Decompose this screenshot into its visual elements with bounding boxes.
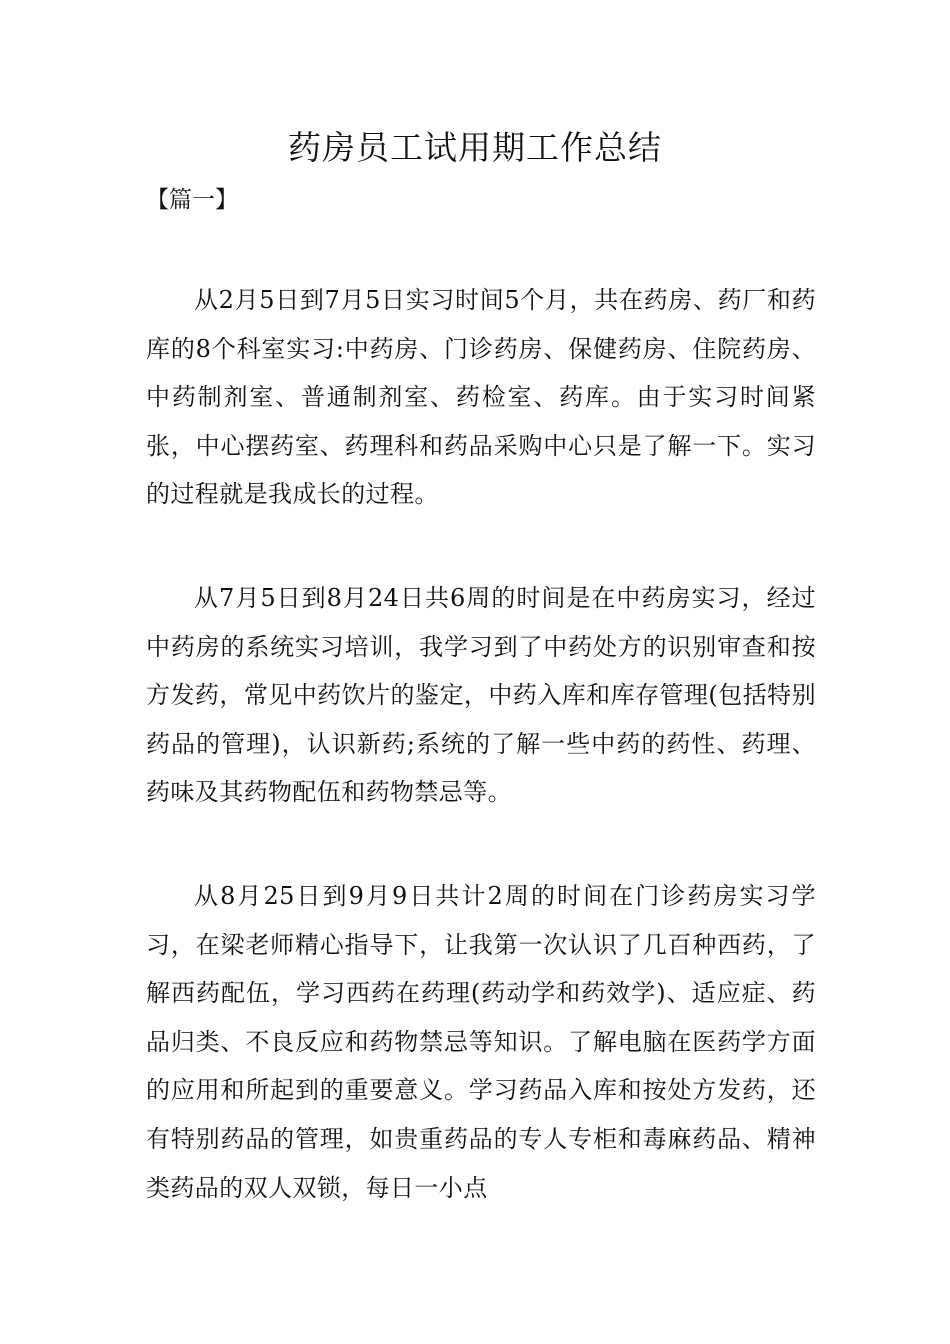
paragraph-3: 从8月25日到9月9日共计2周的时间在门诊药房实习学习，在梁老师精心指导下，让我第一次认识了几百种西药，了解西药配伍，学习西药在药理(药动学和药效学)、适应症、药品归类、不良反应和药物禁忌等知识。了解电脑在医药学方面的应用和所起到的重要意义。学习药品入库和按处方发药，还有特别药品的管理，如贵重药品的专人专柜和毒麻药品、精神类药品的双人双锁，每日一小点 xyxy=(146,882,816,1202)
paragraph-1: 从2月5日到7月5日实习时间5个月，共在药房、药厂和药库的8个科室实习:中药房、门诊药房、保健药房、住院药房、中药制剂室、普通制剂室、药检室、药库。由于实习时间紧张，中心摆药室、药理科和药品采购中心只是了解一下。实习的过程就是我成长的过程。 xyxy=(146,286,816,509)
document-title: 药房员工试用期工作总结 xyxy=(288,128,662,167)
section-label: 【篇一】 xyxy=(146,187,238,213)
paragraph-2: 从7月5日到8月24日共6周的时间是在中药房实习，经过中药房的系统实习培训，我学习到了中药处方的识别审查和按方发药，常见中药饮片的鉴定，中药入库和库存管理(包括特别药品的管理)，认识新药;系统的了解一些中药的药性、药理、药味及其药物配伍和药物禁忌等。 xyxy=(146,584,816,807)
